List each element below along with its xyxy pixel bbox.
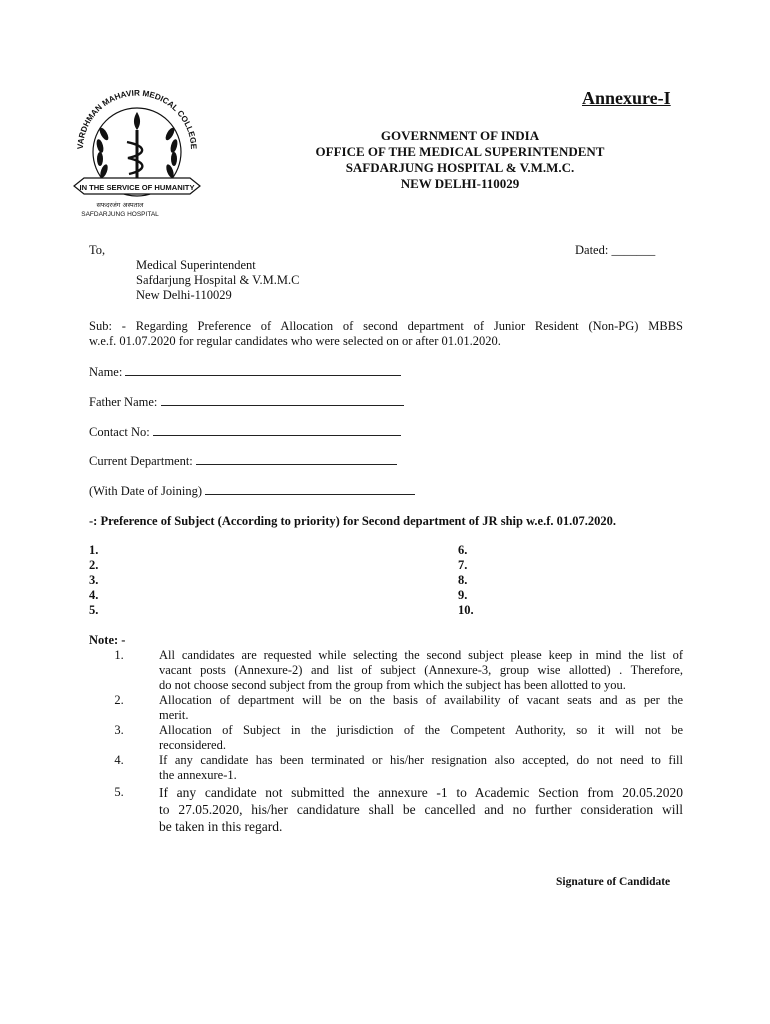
header-line-4: NEW DELHI-110029 — [400, 176, 520, 191]
father-name-label: Father Name: — [89, 395, 158, 409]
note-3-line-1: Allocation of Subject in the jurisdiction of the Competent Authority, so it will not be — [159, 723, 683, 737]
father-name-field — [89, 394, 404, 410]
subject-line-1: Sub: - Regarding Preference of Allocation of second department of Junior Resident (Non-PG) MBBS — [89, 319, 683, 333]
dated-label: Dated: — [575, 243, 609, 257]
dated-field — [575, 243, 655, 258]
annexure-title: Annexure-I — [582, 88, 671, 108]
note-3-number: 3. — [114, 723, 124, 737]
address-line-3: New Delhi-110029 — [136, 288, 232, 302]
preference-2[interactable]: 2. — [89, 558, 99, 572]
note-4-line-1: If any candidate has been terminated or his/her resignation also accepted, do not need to fill — [159, 753, 683, 767]
svg-text:VARDHMAN MAHAVIR MEDICAL COLLE: VARDHMAN MAHAVIR MEDICAL COLLEGE — [75, 88, 199, 150]
preference-10[interactable]: 10. — [458, 603, 474, 617]
note-5-line-3: be taken in this regard. — [159, 819, 283, 834]
note-1-number: 1. — [114, 648, 124, 662]
note-2-number: 2. — [114, 693, 124, 707]
preference-3[interactable]: 3. — [89, 573, 99, 587]
preference-4[interactable]: 4. — [89, 588, 99, 602]
department-input[interactable] — [196, 453, 397, 465]
address-line-2: Safdarjung Hospital & V.M.M.C — [136, 273, 300, 287]
note-5-line-2: to 27.05.2020, his/her candidature shall be cancelled and no further consideration will — [159, 802, 683, 817]
name-field — [89, 364, 401, 380]
joining-field — [89, 483, 415, 499]
note-5-line-1: If any candidate not submitted the annexure -1 to Academic Section from 20.05.2020 — [159, 785, 683, 800]
note-1-line-2: vacant posts (Annexure-2) and list of subject (Annexure-3, group wise allotted) . Therefore, — [159, 663, 683, 677]
to-label: To, — [89, 243, 106, 257]
header-line-3: SAFDARJUNG HOSPITAL & V.M.M.C. — [345, 160, 575, 175]
name-input[interactable] — [125, 364, 401, 376]
note-1-line-3: do not choose second subject from the group from which the subject has been allotted to you. — [159, 678, 626, 692]
note-4-line-2: the annexure-1. — [159, 768, 237, 782]
signature-label: Signature of Candidate — [556, 876, 671, 888]
preference-9[interactable]: 9. — [458, 588, 468, 602]
address-line-1: Medical Superintendent — [136, 258, 256, 272]
preference-1[interactable]: 1. — [89, 543, 99, 557]
note-2-line-1: Allocation of department will be on the basis of availability of vacant seats and as per the — [159, 693, 683, 707]
svg-text:SAFDARJUNG HOSPITAL: SAFDARJUNG HOSPITAL — [81, 211, 159, 218]
contact-field — [89, 424, 401, 440]
department-label: Current Department: — [89, 454, 193, 468]
contact-input[interactable] — [153, 424, 401, 436]
preference-8[interactable]: 8. — [458, 573, 468, 587]
father-name-input[interactable] — [161, 394, 404, 406]
header-line-2: OFFICE OF THE MEDICAL SUPERINTENDENT — [315, 144, 605, 159]
name-label: Name: — [89, 365, 123, 379]
note-1-line-1: All candidates are requested while selecting the second subject please keep in mind the list of — [159, 648, 683, 662]
note-1-text — [159, 648, 683, 693]
note-4-text — [159, 753, 683, 783]
svg-text:सफदरजंग अस्पताल: सफदरजंग अस्पताल — [96, 201, 144, 209]
preference-6[interactable]: 6. — [458, 543, 468, 557]
preference-5[interactable]: 5. — [89, 603, 99, 617]
joining-label: (With Date of Joining) — [89, 484, 203, 498]
department-field — [89, 453, 397, 469]
header-line-1: GOVERNMENT OF INDIA — [380, 128, 540, 143]
note-2-text — [159, 693, 683, 723]
note-heading: Note: - — [89, 633, 126, 647]
note-2-line-2: merit. — [159, 708, 189, 722]
note-3-line-2: reconsidered. — [159, 738, 226, 752]
contact-label: Contact No: — [89, 425, 150, 439]
subject-line-2: w.e.f. 01.07.2020 for regular candidates who were selected on or after 01.01.2020. — [89, 334, 501, 348]
note-5-text — [159, 784, 683, 835]
safdarjung-hospital-logo — [62, 72, 212, 222]
svg-text:IN THE SERVICE OF HUMANITY: IN THE SERVICE OF HUMANITY — [79, 183, 195, 192]
joining-input[interactable] — [205, 483, 415, 495]
dated-blank[interactable]: _______ — [611, 243, 656, 257]
note-4-number: 4. — [114, 753, 124, 767]
preference-7[interactable]: 7. — [458, 558, 468, 572]
note-3-text — [159, 723, 683, 753]
note-5-number: 5. — [114, 785, 124, 799]
preference-heading: -: Preference of Subject (According to priority) for Second department of JR ship w.e.f. 01.07.2020. — [89, 514, 616, 528]
